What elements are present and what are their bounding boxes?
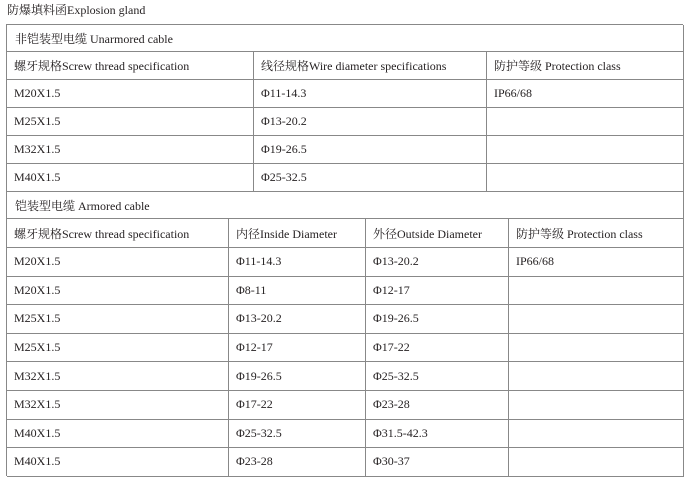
unarmored-cell-protection-class bbox=[487, 136, 684, 164]
unarmored-cell-protection-class bbox=[487, 164, 684, 192]
armored-header-outside-diameter: 外径Outside Diameter bbox=[366, 219, 509, 248]
armored-cell-screw-thread: M32X1.5 bbox=[7, 391, 229, 420]
unarmored-cable-heading: 非铠装型电缆 Unarmored cable bbox=[7, 25, 684, 52]
armored-cell-outside-diameter: Φ17-22 bbox=[366, 334, 509, 363]
armored-cell-outside-diameter: Φ19-26.5 bbox=[366, 305, 509, 334]
armored-cell-inside-diameter: Φ23-28 bbox=[229, 448, 366, 477]
armored-cell-screw-thread: M20X1.5 bbox=[7, 277, 229, 306]
armored-cell-inside-diameter: Φ11-14.3 bbox=[229, 248, 366, 277]
armored-cell-protection-class bbox=[509, 448, 684, 477]
armored-cell-screw-thread: M40X1.5 bbox=[7, 448, 229, 477]
armored-cell-outside-diameter: Φ23-28 bbox=[366, 391, 509, 420]
unarmored-cell-protection-class: IP66/68 bbox=[487, 80, 684, 108]
armored-cell-protection-class bbox=[509, 420, 684, 449]
explosion-gland-spec-table bbox=[6, 24, 683, 476]
armored-cell-protection-class bbox=[509, 277, 684, 306]
unarmored-cell-wire-diameter: Φ11-14.3 bbox=[254, 80, 487, 108]
armored-cell-outside-diameter: Φ12-17 bbox=[366, 277, 509, 306]
unarmored-header-screw-thread: 螺牙规格Screw thread specification bbox=[7, 52, 254, 80]
armored-cell-screw-thread: M40X1.5 bbox=[7, 420, 229, 449]
unarmored-cell-wire-diameter: Φ25-32.5 bbox=[254, 164, 487, 192]
armored-cell-protection-class bbox=[509, 334, 684, 363]
armored-cell-protection-class bbox=[509, 362, 684, 391]
armored-cell-inside-diameter: Φ25-32.5 bbox=[229, 420, 366, 449]
unarmored-cell-wire-diameter: Φ19-26.5 bbox=[254, 136, 487, 164]
armored-cell-inside-diameter: Φ8-11 bbox=[229, 277, 366, 306]
armored-header-protection-class: 防护等级 Protection class bbox=[509, 219, 684, 248]
armored-cell-inside-diameter: Φ12-17 bbox=[229, 334, 366, 363]
unarmored-header-wire-diameter: 线径规格Wire diameter specifications bbox=[254, 52, 487, 80]
armored-header-screw-thread: 螺牙规格Screw thread specification bbox=[7, 219, 229, 248]
unarmored-cell-wire-diameter: Φ13-20.2 bbox=[254, 108, 487, 136]
unarmored-cell-screw-thread: M20X1.5 bbox=[7, 80, 254, 108]
armored-cell-inside-diameter: Φ17-22 bbox=[229, 391, 366, 420]
armored-cell-inside-diameter: Φ19-26.5 bbox=[229, 362, 366, 391]
armored-cell-protection-class bbox=[509, 391, 684, 420]
armored-cell-screw-thread: M25X1.5 bbox=[7, 334, 229, 363]
armored-cell-inside-diameter: Φ13-20.2 bbox=[229, 305, 366, 334]
unarmored-header-protection-class: 防护等级 Protection class bbox=[487, 52, 684, 80]
armored-cell-outside-diameter: Φ31.5-42.3 bbox=[366, 420, 509, 449]
unarmored-cell-screw-thread: M40X1.5 bbox=[7, 164, 254, 192]
armored-cell-screw-thread: M20X1.5 bbox=[7, 248, 229, 277]
armored-header-inside-diameter: 内径Inside Diameter bbox=[229, 219, 366, 248]
unarmored-cell-screw-thread: M25X1.5 bbox=[7, 108, 254, 136]
armored-cell-protection-class: IP66/68 bbox=[509, 248, 684, 277]
armored-cell-outside-diameter: Φ13-20.2 bbox=[366, 248, 509, 277]
armored-cable-heading: 铠装型电缆 Armored cable bbox=[7, 192, 684, 219]
armored-cell-screw-thread: M32X1.5 bbox=[7, 362, 229, 391]
document-title: 防爆填料函Explosion gland bbox=[7, 3, 146, 17]
armored-cell-outside-diameter: Φ25-32.5 bbox=[366, 362, 509, 391]
unarmored-cell-protection-class bbox=[487, 108, 684, 136]
armored-cell-screw-thread: M25X1.5 bbox=[7, 305, 229, 334]
unarmored-cell-screw-thread: M32X1.5 bbox=[7, 136, 254, 164]
armored-cell-outside-diameter: Φ30-37 bbox=[366, 448, 509, 477]
armored-cell-protection-class bbox=[509, 305, 684, 334]
